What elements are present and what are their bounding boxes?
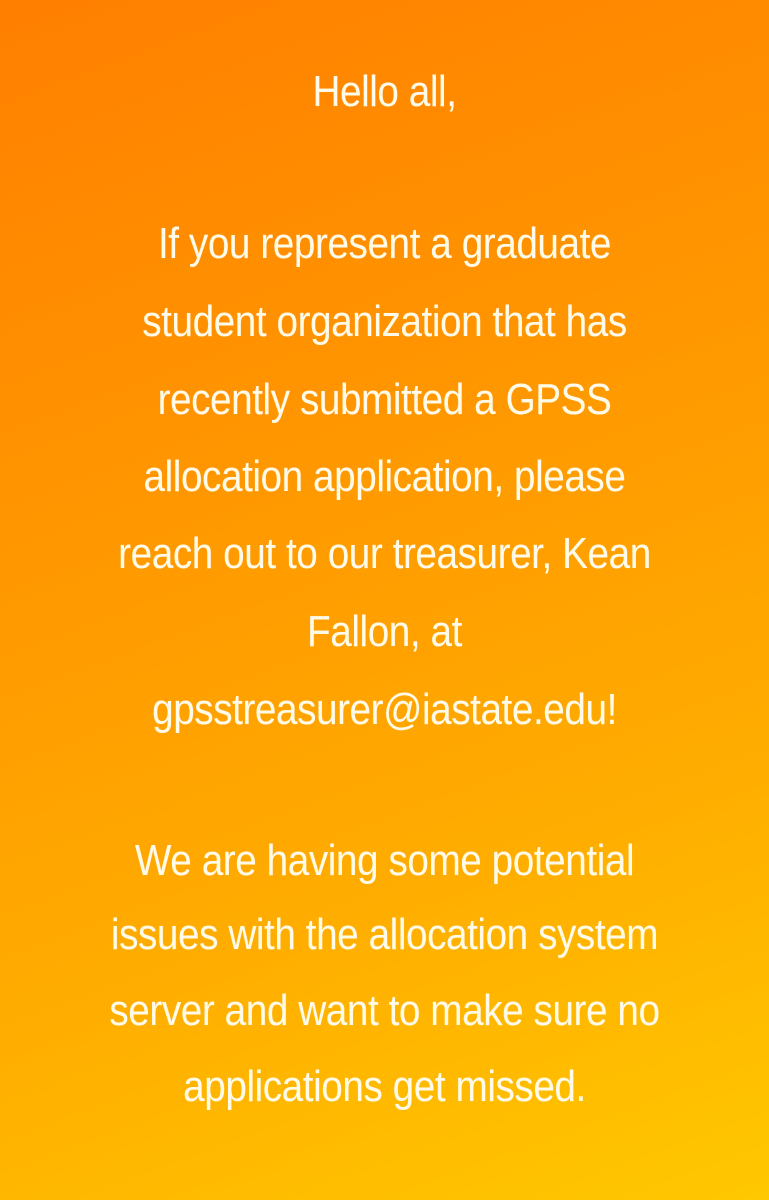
email-address-text: gpsstreasurer@iastate.edu! bbox=[152, 685, 617, 734]
paragraph1-line-5: reach out to our treasurer, Kean bbox=[118, 529, 651, 578]
paragraph1-line-4: allocation application, please bbox=[143, 452, 626, 501]
paragraph2-line-2: issues with the allocation system bbox=[110, 910, 659, 959]
greeting-text: Hello all, bbox=[312, 67, 457, 116]
paragraph1-line-6: Fallon, at bbox=[307, 607, 462, 656]
paragraph1-line-2: student organization that has bbox=[142, 297, 627, 346]
paragraph1-line-3: recently submitted a GPSS bbox=[157, 375, 612, 424]
paragraph2-line-4: applications get missed. bbox=[183, 1062, 586, 1111]
paragraph2-line-3: server and want to make sure no bbox=[109, 986, 660, 1035]
paragraph1-line-1: If you represent a graduate bbox=[157, 219, 612, 268]
paragraph2-line-1: We are having some potential bbox=[134, 836, 635, 885]
